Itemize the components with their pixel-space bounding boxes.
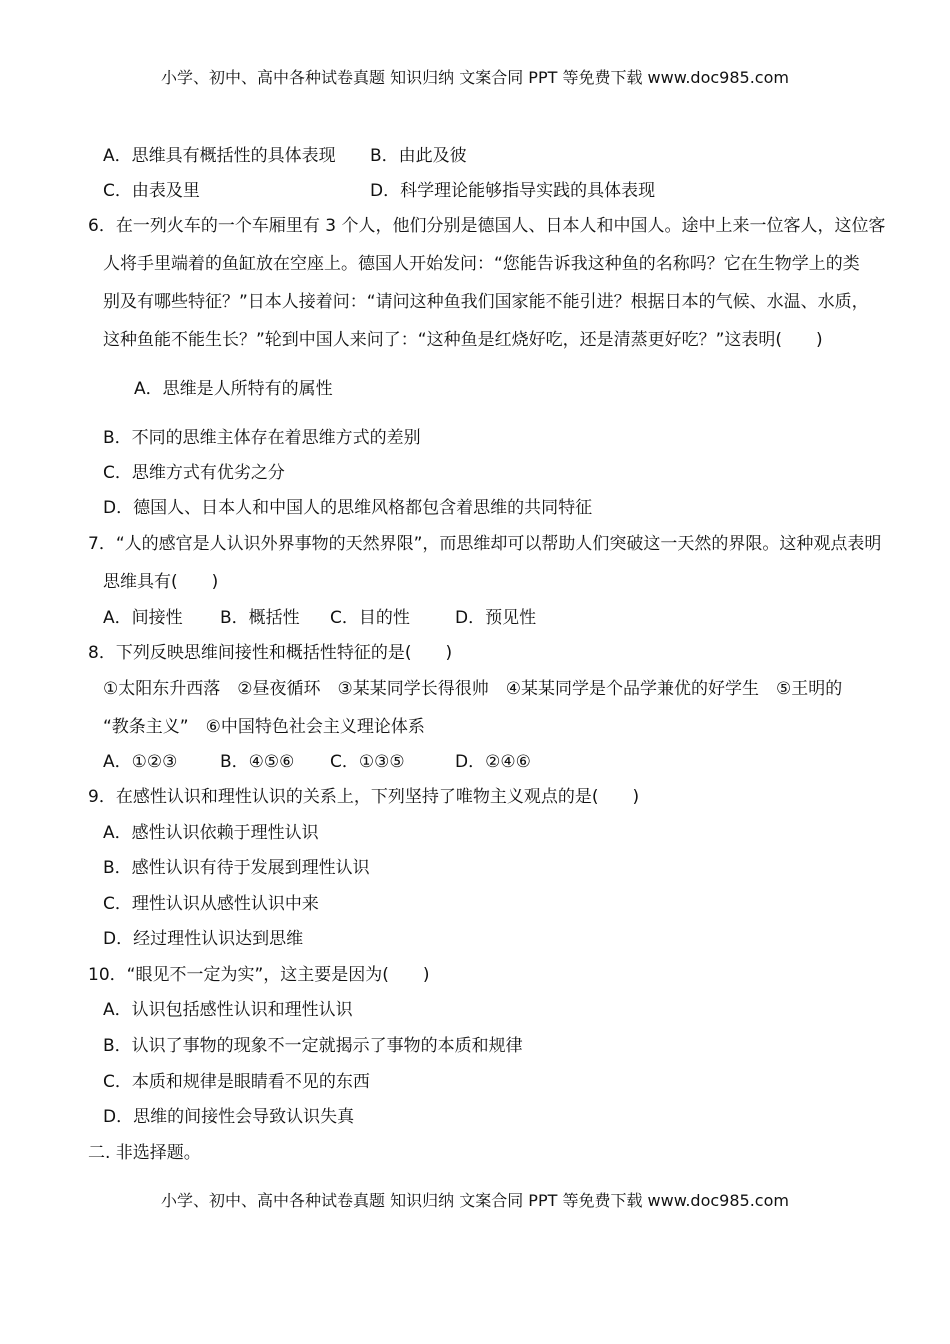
q9-option-c: C．理性认识从感性认识中来 — [103, 894, 319, 914]
q6-option-a: A．思维是人所特有的属性 — [134, 379, 333, 399]
q8-option-b: B．④⑤⑥ — [220, 752, 295, 772]
q8-items-line-1: ①太阳东升西落 ②昼夜循环 ③某某同学长得很帅 ④某某同学是个品学兼优的好学生 ⑤王明的 — [103, 679, 843, 699]
q8-items-line-2: “教条主义” ⑥中国特色社会主义理论体系 — [103, 717, 425, 737]
q7-stem-line-1: 7．“人的感官是人认识外界事物的天然界限”，而思维却可以帮助人们突破这一天然的界限。这种观点表明 — [88, 534, 882, 554]
q6-option-b: B．不同的思维主体存在着思维方式的差别 — [103, 428, 421, 448]
q7-option-b: B．概括性 — [220, 608, 300, 628]
q8-option-a: A．①②③ — [103, 752, 178, 772]
q9-option-a: A．感性认识依赖于理性认识 — [103, 823, 319, 843]
q10-option-c: C．本质和规律是眼睛看不见的东西 — [103, 1072, 370, 1092]
q6-option-d: D．德国人、日本人和中国人的思维风格都包含着思维的共同特征 — [103, 498, 593, 518]
q5-option-a: A．思维具有概括性的具体表现 — [103, 146, 336, 166]
q9-stem: 9．在感性认识和理性认识的关系上，下列坚持了唯物主义观点的是( ) — [88, 787, 640, 807]
q9-option-b: B．感性认识有待于发展到理性认识 — [103, 858, 370, 878]
q10-option-b: B．认识了事物的现象不一定就揭示了事物的本质和规律 — [103, 1036, 523, 1056]
q7-option-c: C．目的性 — [330, 608, 410, 628]
section-2-heading: 二. 非选择题。 — [88, 1143, 201, 1163]
q8-stem: 8．下列反映思维间接性和概括性特征的是( ) — [88, 643, 453, 663]
q7-option-d: D．预见性 — [455, 608, 537, 628]
q7-option-a: A．间接性 — [103, 608, 183, 628]
q8-option-c: C．①③⑤ — [330, 752, 405, 772]
q5-option-d: D．科学理论能够指导实践的具体表现 — [370, 181, 656, 201]
q6-stem-line-4: 这种鱼能不能生长？”轮到中国人来问了：“这种鱼是红烧好吃，还是清蒸更好吃？”这表明( ) — [103, 330, 823, 350]
q10-stem: 10．“眼见不一定为实”，这主要是因为( ) — [88, 965, 430, 985]
q10-option-a: A．认识包括感性认识和理性认识 — [103, 1000, 353, 1020]
q6-option-c: C．思维方式有优劣之分 — [103, 463, 285, 483]
q10-option-d: D．思维的间接性会导致认识失真 — [103, 1107, 355, 1127]
q6-stem-line-3: 别及有哪些特征？”日本人接着问：“请问这种鱼我们国家能不能引进？根据日本的气候、水温、水质， — [103, 292, 869, 312]
q6-stem-line-1: 6．在一列火车的一个车厢里有 3 个人，他们分别是德国人、日本人和中国人。途中上来一位客人，这位客 — [88, 216, 886, 236]
q7-stem-line-2: 思维具有( ) — [103, 572, 219, 592]
page-header: 小学、初中、高中各种试卷真题 知识归纳 文案合同 PPT 等免费下载 www.doc985.com — [161, 68, 789, 87]
page-footer: 小学、初中、高中各种试卷真题 知识归纳 文案合同 PPT 等免费下载 www.doc985.com — [161, 1191, 789, 1210]
q5-option-b: B．由此及彼 — [370, 146, 467, 166]
q5-option-c: C．由表及里 — [103, 181, 200, 201]
q6-stem-line-2: 人将手里端着的鱼缸放在空座上。德国人开始发问：“您能告诉我这种鱼的名称吗？它在生物学上的类 — [103, 254, 860, 274]
q9-option-d: D．经过理性认识达到思维 — [103, 929, 304, 949]
q8-option-d: D．②④⑥ — [455, 752, 531, 772]
